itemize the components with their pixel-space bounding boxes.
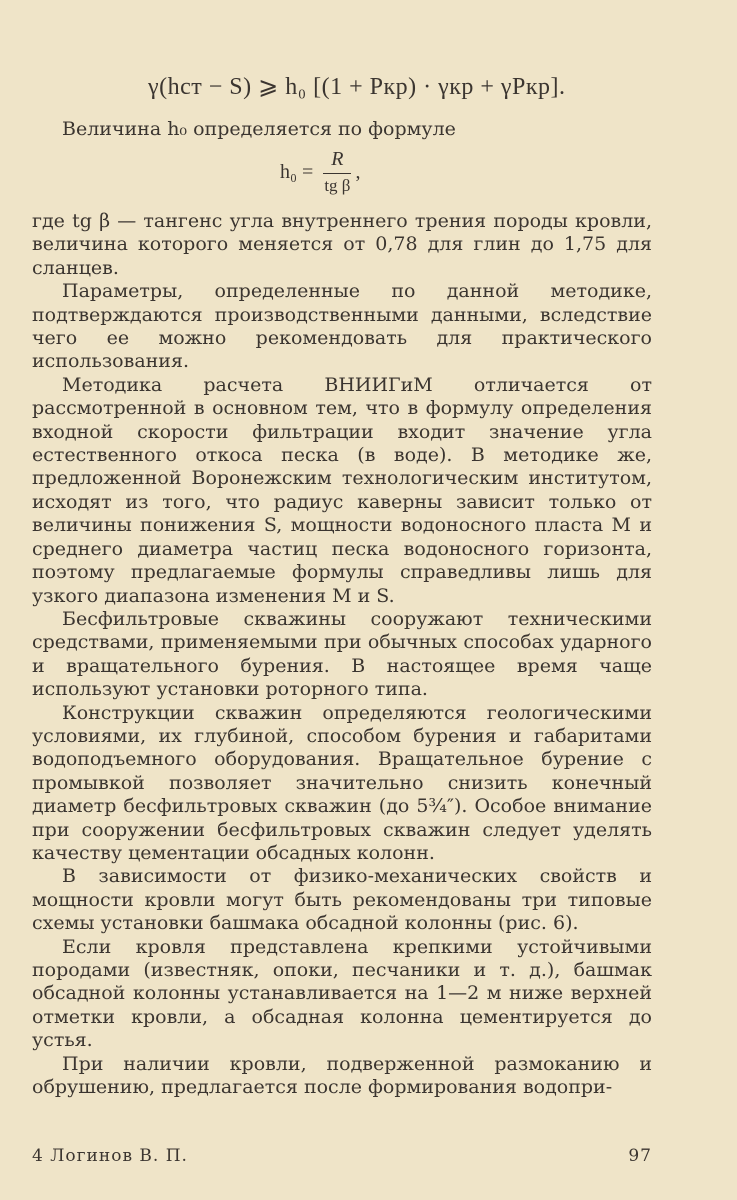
paragraph: В зависимости от физико-механических свойств и мощности кровли могут быть рекомендованы три типовые схемы установки башмака обсадной колонны (рис. 6). [32, 865, 652, 935]
formula-h0-lhs: h₀ = [280, 160, 314, 183]
paragraph: Если кровля представлена крепкими устойчивыми породами (известняк, опоки, песчаники и т. д.), башмак обсадной колонны устанавливается на 1—2 м ниже верхней отметки кровли, а обсадная колонна цементируется до устья. [32, 935, 652, 1052]
paragraph: Параметры, определенные по данной методике, подтверждаются производственными данными, вследствие чего ее можно рекомендовать для практического использования. [32, 280, 652, 373]
paragraph: Методика расчета ВНИИГиМ отличается от рассмотренной в основном тем, что в формулу определения входной скорости фильтрации входит значение угла естественного откоса песка (в воде). В методике же, предложенной Воронежским технологическим институтом, исходят из того, что радиус каверны зависит только от величины понижения S, мощности водоносного пласта M и среднего диаметра частиц песка водоносного горизонта, поэтому предлагаемые формулы справедливы лишь для узкого диапазона изменения M и S. [32, 373, 652, 607]
formula-main: γ(hст − S) ⩾ h₀ [(1 + Pкр) · γкр + γPкр]. [148, 74, 566, 100]
paragraph: При наличии кровли, подверженной размоканию и обрушению, предлагается после формирования водопри- [32, 1052, 652, 1099]
page-footer [32, 1146, 652, 1166]
page-number: 97 [628, 1146, 652, 1166]
paragraph: Бесфильтровые скважины сооружают техническими средствами, применяемыми при обычных способах ударного и вращательного бурения. В настоящее время чаще используют установки роторного типа. [32, 607, 652, 701]
formula-h0-numerator: R [323, 148, 351, 174]
footer-signature: 4 Логинов В. П. [32, 1146, 188, 1166]
formula-h0-trail: , [355, 160, 361, 183]
paragraph: где tg β — тангенс угла внутреннего трения породы кровли, величина которого меняется от 0,78 для глин до 1,75 для сланцев. [32, 210, 652, 279]
formula-h0 [280, 148, 360, 196]
paragraph: Конструкции скважин определяются геологическими условиями, их глубиной, способом бурения и габаритами водоподъемного оборудования. Вращательное бурение с промывкой позволяет значительно снизить конечный диаметр бесфильтровых скважин (до 5¾″). Особое внимание при сооружении бесфильтровых скважин следует уделять качеству цементации обсадных колонн. [32, 701, 652, 864]
formula-h0-denominator: tg β [324, 176, 351, 195]
intro-line: Величина h₀ определяется по формуле [62, 118, 456, 140]
body-text [32, 210, 652, 1099]
formula-h0-fraction [323, 148, 351, 196]
